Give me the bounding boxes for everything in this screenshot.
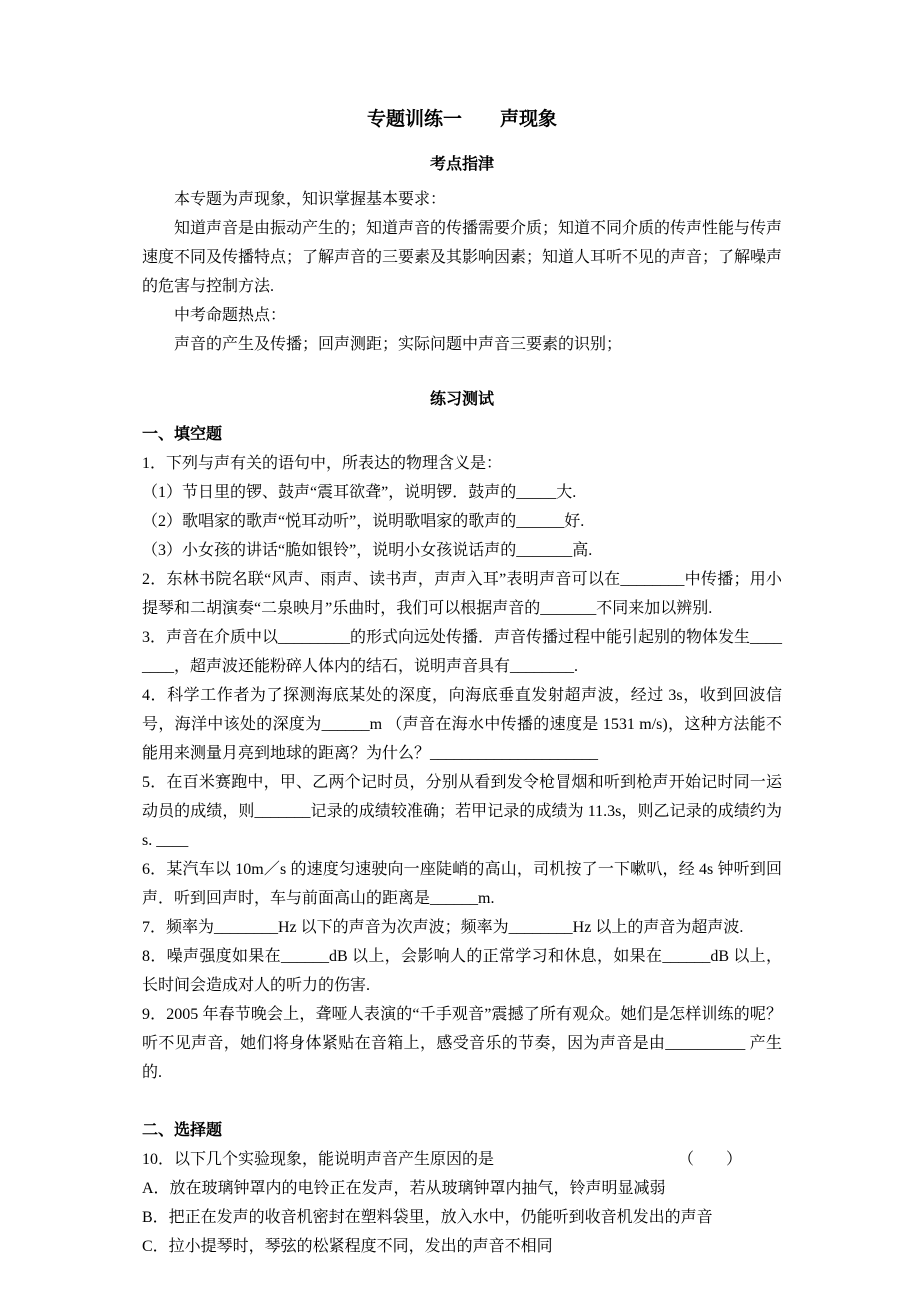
- question-10-option-b: B．把正在发声的收音机密封在塑料袋里，放入水中，仍能听到收音机发出的声音: [142, 1209, 713, 1226]
- question-1-stem: 1．下列与声有关的语句中，所表达的物理含义是：: [142, 455, 503, 472]
- question-10-option-a: A．放在玻璃钟罩内的电铃正在发声，若从玻璃钟罩内抽气，铃声明显减弱: [142, 1180, 666, 1197]
- exam-points-paragraph-2: 知道声音是由振动产生的；知道声音的传播需要介质；知道不同介质的传声性能与传声速度不同及传播特点；了解声音的三要素及其影响因素；知道人耳听不见的声音；了解噪声的危害与控制方法.: [142, 220, 783, 295]
- question-8: 8．噪声强度如果在______dB 以上，会影响人的正常学习和休息，如果在______dB 以上，长时间会造成对人的听力的伤害.: [142, 948, 782, 994]
- question-1-item-1: （1）节日里的锣、鼓声“震耳欲聋”，说明锣．鼓声的_____大.: [142, 484, 577, 501]
- question-7: 7．频率为________Hz 以下的声音为次声波；频率为________Hz 以上的声音为超声波.: [142, 919, 744, 936]
- question-9: 9．2005 年春节晚会上，聋哑人表演的“千手观音”震撼了所有观众。她们是怎样训练的呢？听不见声音，她们将身体紧贴在音箱上，感受音乐的节奏，因为声音是由__________ 产生的.: [142, 1006, 782, 1081]
- question-1-item-3: （3）小女孩的讲话“脆如银铃”，说明小女孩说话声的_______高.: [142, 542, 593, 559]
- exam-points-paragraph-1: 本专题为声现象，知识掌握基本要求：: [174, 191, 447, 208]
- sub-heading-multiple-choice: 二、选择题: [142, 1122, 223, 1139]
- question-2: 2．东林书院名联“风声、雨声、读书声，声声入耳”表明声音可以在________中传播；用小提琴和二胡演奏“二泉映月”乐曲时，我们可以根据声音的_______不同来加以辨别.: [142, 571, 782, 617]
- question-4: 4．科学工作者为了探测海底某处的深度，向海底垂直发射超声波，经过 3s，收到回波信号，海洋中该处的深度为______m （声音在海水中传播的速度是 1531 m/s)，这种方法能不能用来测量月亮到地球的距离？为什么？_____________________: [142, 687, 782, 762]
- question-6: 6．某汽车以 10m／s 的速度匀速驶向一座陡峭的高山，司机按了一下嗽叭，经 4s 钟听到回声．听到回声时，车与前面高山的距离是______m.: [142, 861, 782, 907]
- exam-points-paragraph-3: 中考命题热点：: [174, 307, 287, 324]
- question-3: 3．声音在介质中以_________的形式向远处传播．声音传播过程中能引起别的物体发生________，超声波还能粉碎人体内的结石，说明声音具有________.: [142, 629, 783, 675]
- exam-points-paragraph-4: 声音的产生及传播；回声测距；实际问题中声音三要素的识别；: [174, 336, 623, 353]
- question-5: 5．在百米赛跑中，甲、乙两个记时员，分别从看到发令枪冒烟和听到枪声开始记时同一运动员的成绩，则_______记录的成绩较准确；若甲记录的成绩为 11.3s，则乙记录的成绩约为 s. ____: [142, 774, 782, 849]
- section-heading-practice-test: 练习测试: [429, 391, 494, 408]
- question-10-answer-bracket: （ ）: [677, 1151, 742, 1168]
- section-heading-exam-points: 考点指津: [429, 156, 494, 173]
- question-1-item-2: （2）歌唱家的歌声“悦耳动听”，说明歌唱家的歌声的______好.: [142, 513, 585, 530]
- document-title: 专题训练一 声现象: [366, 109, 557, 130]
- sub-heading-fill-in-blanks: 一、填空题: [142, 426, 223, 443]
- question-10-option-c: C．拉小提琴时，琴弦的松紧程度不同，发出的声音不相同: [142, 1238, 553, 1255]
- question-10-row: [142, 1145, 782, 1174]
- question-10-stem: 10．以下几个实验现象，能说明声音产生原因的是: [142, 1151, 495, 1168]
